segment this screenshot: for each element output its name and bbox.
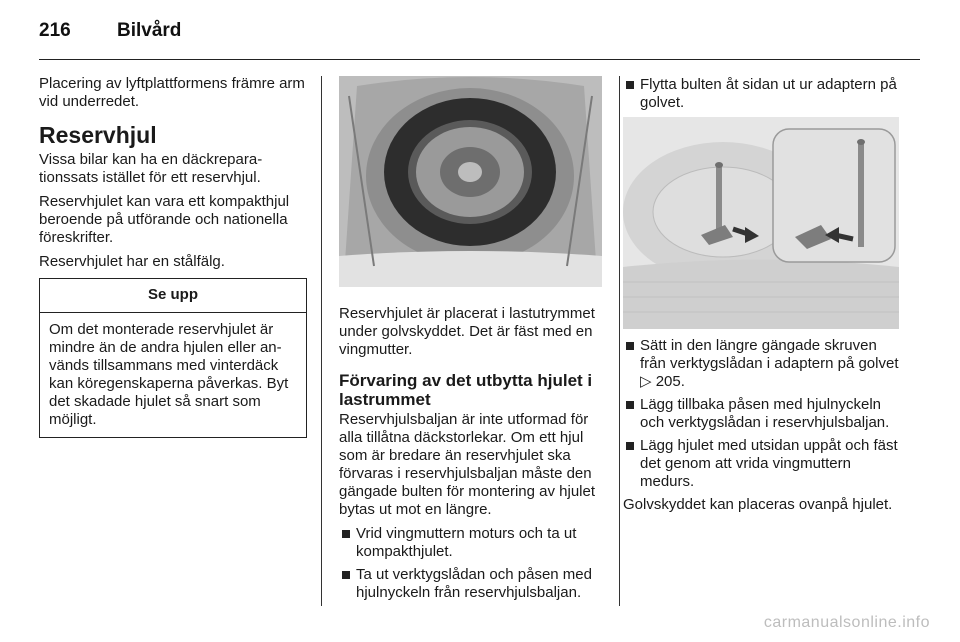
bullet-list bbox=[623, 337, 902, 491]
spare-wheel-image bbox=[339, 76, 602, 287]
paragraph: Golvskyddet kan placeras ovanpå hjulet. bbox=[623, 496, 893, 513]
bullet-list bbox=[623, 76, 902, 112]
warning-box bbox=[39, 278, 307, 438]
warning-text: Om det monterade reservhjulet är mindre än de andra hjulen eller används tillsammans med vinterdäck kan köregenskaperna påverkas. Byt det skadade hjulet så snart som möjligt. bbox=[49, 321, 289, 428]
heading-spare-wheel: Reservhjul bbox=[39, 122, 157, 148]
bolt-adapter-image bbox=[623, 117, 899, 329]
paragraph: Vissa bilar kan ha en däckreparationssats istället för ett reservhjul. bbox=[39, 151, 263, 186]
list-item: Lägg hjulet med utsidan uppåt och fäst det genom att vrida vingmuttern medurs. bbox=[623, 437, 902, 491]
column-3 bbox=[623, 76, 902, 520]
list-item: Lägg tillbaka påsen med hjulnyckeln och verktygslådan i reservhjulsbaljan. bbox=[623, 396, 902, 432]
list-item: Ta ut verktygslådan och påsen med hjulnyckeln från reservhjulsbaljan. bbox=[339, 566, 604, 602]
page-number: 216 bbox=[39, 20, 71, 41]
paragraph: Reservhjulet har en stålfälg. bbox=[39, 253, 225, 270]
column-1 bbox=[39, 75, 307, 438]
bullet-list bbox=[339, 525, 604, 602]
section-title: Bilvård bbox=[117, 20, 182, 41]
paragraph: Reservhjulet kan vara ett kompakthjul beroende på utförande och nationella föreskrifter. bbox=[39, 193, 290, 246]
watermark: carmanualsonline.info bbox=[763, 614, 930, 631]
heading-storage: Förvaring av det utbytta hjulet i lastrummet bbox=[339, 371, 593, 409]
page-header bbox=[39, 20, 181, 42]
column-divider bbox=[619, 76, 620, 606]
list-item: Flytta bulten åt sidan ut ur adaptern på golvet. bbox=[623, 76, 902, 112]
column-divider bbox=[321, 76, 322, 606]
column-2 bbox=[339, 76, 604, 607]
list-item: Vrid vingmuttern moturs och ta ut kompakthjulet. bbox=[339, 525, 604, 561]
list-item: Sätt in den längre gängade skruven från verktygslådan i adaptern på golvet ▷ 205. bbox=[623, 337, 902, 391]
header-rule bbox=[39, 59, 920, 60]
warning-title: Se upp bbox=[40, 279, 306, 313]
intro-text: Placering av lyftplattformens främre arm vid underredet. bbox=[39, 75, 305, 110]
paragraph: Reservhjulet är placerat i lastutrymmet under golvskyddet. Det är fäst med en vingmutter. bbox=[339, 305, 595, 358]
paragraph: Reservhjulsbaljan är inte utformad för alla tillåtna däckstorlekar. Om ett hjul som är bredare än reservhjulet ska förvaras i reservhjulsbaljan måste den gängade bulten för montering av hjulet bytas ut mot en längre. bbox=[339, 411, 596, 518]
